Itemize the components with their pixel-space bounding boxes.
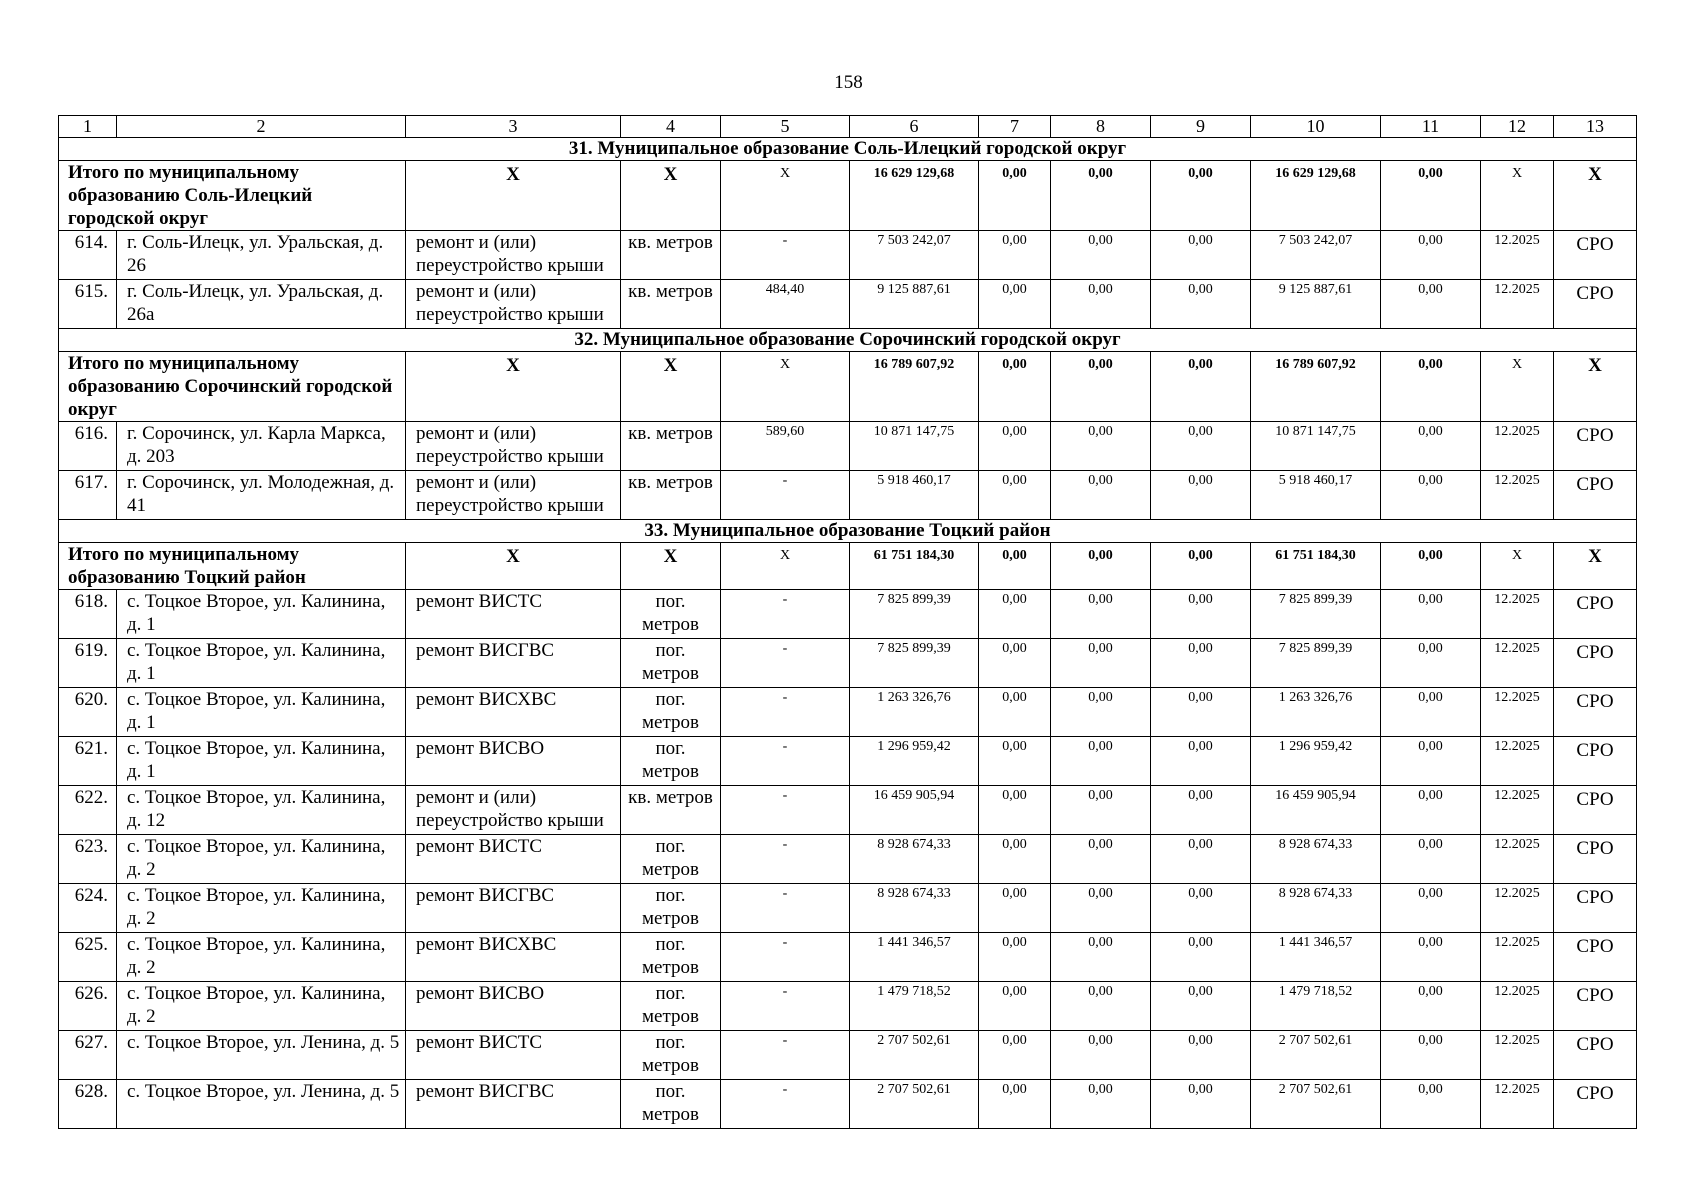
fund-7: 0,00 xyxy=(979,835,1051,884)
total-fund-9: 0,00 xyxy=(1151,543,1251,590)
building-address: г. Соль-Илецк, ул. Уральская, д. 26 xyxy=(117,231,406,280)
work-volume: - xyxy=(721,884,850,933)
page-number: 158 xyxy=(834,72,863,93)
work-type: ремонт и (или) переустройство крыши xyxy=(406,231,621,280)
total-label: Итого по муниципальному образованию Соль-Илецкий городской округ xyxy=(59,161,406,231)
column-number: 2 xyxy=(117,116,406,138)
fund-7: 0,00 xyxy=(979,1080,1051,1129)
operator: СРО xyxy=(1554,982,1637,1031)
total-operator: Х xyxy=(1554,543,1637,590)
operator: СРО xyxy=(1554,933,1637,982)
completion-date: 12.2025 xyxy=(1481,884,1554,933)
total-cost: 7 825 899,39 xyxy=(850,590,979,639)
row-number: 628. xyxy=(59,1080,117,1129)
fund-7: 0,00 xyxy=(979,884,1051,933)
table-row xyxy=(59,422,1637,471)
unit-of-measure: пог. метров xyxy=(621,590,721,639)
unit-of-measure: пог. метров xyxy=(621,639,721,688)
fund-8: 0,00 xyxy=(1051,835,1151,884)
fund-9: 0,00 xyxy=(1151,786,1251,835)
work-type: ремонт и (или) переустройство крыши xyxy=(406,422,621,471)
work-volume: - xyxy=(721,231,850,280)
building-address: с. Тоцкое Второе, ул. Калинина, д. 1 xyxy=(117,737,406,786)
work-type: ремонт и (или) переустройство крыши xyxy=(406,471,621,520)
fund-9: 0,00 xyxy=(1151,639,1251,688)
total-cost: 9 125 887,61 xyxy=(850,280,979,329)
fund-11: 0,00 xyxy=(1381,590,1481,639)
operator: СРО xyxy=(1554,471,1637,520)
work-type: ремонт ВИСТС xyxy=(406,1031,621,1080)
operator: СРО xyxy=(1554,786,1637,835)
total-deadline: Х xyxy=(1481,161,1554,231)
total-cost: 7 503 242,07 xyxy=(850,231,979,280)
unit-of-measure: пог. метров xyxy=(621,688,721,737)
fund-9: 0,00 xyxy=(1151,590,1251,639)
unit-of-measure: кв. метров xyxy=(621,422,721,471)
fund-8: 0,00 xyxy=(1051,933,1151,982)
unit-of-measure: пог. метров xyxy=(621,1080,721,1129)
total-volume: Х xyxy=(721,352,850,422)
table-row xyxy=(59,982,1637,1031)
total-fund-7: 0,00 xyxy=(979,352,1051,422)
total-unit: Х xyxy=(621,352,721,422)
fund-8: 0,00 xyxy=(1051,639,1151,688)
fund-11: 0,00 xyxy=(1381,884,1481,933)
fund-10: 7 825 899,39 xyxy=(1251,590,1381,639)
operator: СРО xyxy=(1554,422,1637,471)
total-fund-8: 0,00 xyxy=(1051,543,1151,590)
unit-of-measure: кв. метров xyxy=(621,280,721,329)
total-fund-7: 0,00 xyxy=(979,543,1051,590)
unit-of-measure: пог. метров xyxy=(621,982,721,1031)
completion-date: 12.2025 xyxy=(1481,835,1554,884)
building-address: с. Тоцкое Второе, ул. Калинина, д. 1 xyxy=(117,590,406,639)
fund-10: 8 928 674,33 xyxy=(1251,835,1381,884)
fund-7: 0,00 xyxy=(979,639,1051,688)
building-address: с. Тоцкое Второе, ул. Ленина, д. 5 xyxy=(117,1080,406,1129)
work-volume: 589,60 xyxy=(721,422,850,471)
unit-of-measure: пог. метров xyxy=(621,835,721,884)
fund-7: 0,00 xyxy=(979,590,1051,639)
section-title: 33. Муниципальное образование Тоцкий район xyxy=(59,520,1637,543)
completion-date: 12.2025 xyxy=(1481,231,1554,280)
building-address: с. Тоцкое Второе, ул. Ленина, д. 5 xyxy=(117,1031,406,1080)
column-number: 7 xyxy=(979,116,1051,138)
table-row xyxy=(59,590,1637,639)
fund-8: 0,00 xyxy=(1051,786,1151,835)
fund-11: 0,00 xyxy=(1381,688,1481,737)
total-fund-11: 0,00 xyxy=(1381,352,1481,422)
table-row xyxy=(59,639,1637,688)
fund-10: 7 503 242,07 xyxy=(1251,231,1381,280)
total-fund-7: 0,00 xyxy=(979,161,1051,231)
total-fund-11: 0,00 xyxy=(1381,161,1481,231)
table-row xyxy=(59,471,1637,520)
fund-7: 0,00 xyxy=(979,688,1051,737)
work-volume: 484,40 xyxy=(721,280,850,329)
table-row xyxy=(59,280,1637,329)
building-address: с. Тоцкое Второе, ул. Калинина, д. 1 xyxy=(117,688,406,737)
fund-9: 0,00 xyxy=(1151,933,1251,982)
building-address: с. Тоцкое Второе, ул. Калинина, д. 2 xyxy=(117,884,406,933)
column-number: 6 xyxy=(850,116,979,138)
fund-8: 0,00 xyxy=(1051,737,1151,786)
fund-8: 0,00 xyxy=(1051,884,1151,933)
section-total-row xyxy=(59,543,1637,590)
column-number: 11 xyxy=(1381,116,1481,138)
fund-9: 0,00 xyxy=(1151,1031,1251,1080)
total-cost: 1 441 346,57 xyxy=(850,933,979,982)
fund-8: 0,00 xyxy=(1051,1031,1151,1080)
fund-8: 0,00 xyxy=(1051,982,1151,1031)
building-address: г. Соль-Илецк, ул. Уральская, д. 26а xyxy=(117,280,406,329)
total-label: Итого по муниципальному образованию Сорочинский городской округ xyxy=(59,352,406,422)
work-type: ремонт ВИСГВС xyxy=(406,1080,621,1129)
building-address: с. Тоцкое Второе, ул. Калинина, д. 2 xyxy=(117,835,406,884)
fund-10: 1 441 346,57 xyxy=(1251,933,1381,982)
fund-8: 0,00 xyxy=(1051,231,1151,280)
completion-date: 12.2025 xyxy=(1481,786,1554,835)
fund-7: 0,00 xyxy=(979,471,1051,520)
operator: СРО xyxy=(1554,639,1637,688)
total-work-type: Х xyxy=(406,161,621,231)
fund-7: 0,00 xyxy=(979,786,1051,835)
completion-date: 12.2025 xyxy=(1481,688,1554,737)
fund-11: 0,00 xyxy=(1381,1031,1481,1080)
fund-10: 2 707 502,61 xyxy=(1251,1031,1381,1080)
row-number: 616. xyxy=(59,422,117,471)
row-number: 621. xyxy=(59,737,117,786)
total-cost: 10 871 147,75 xyxy=(850,422,979,471)
total-label: Итого по муниципальному образованию Тоцкий район xyxy=(59,543,406,590)
work-volume: - xyxy=(721,471,850,520)
unit-of-measure: кв. метров xyxy=(621,786,721,835)
total-fund-11: 0,00 xyxy=(1381,543,1481,590)
row-number: 615. xyxy=(59,280,117,329)
total-cost: 8 928 674,33 xyxy=(850,884,979,933)
work-volume: - xyxy=(721,639,850,688)
work-volume: - xyxy=(721,688,850,737)
section-heading-row xyxy=(59,520,1637,543)
total-fund-10: 61 751 184,30 xyxy=(1251,543,1381,590)
row-number: 625. xyxy=(59,933,117,982)
total-fund-8: 0,00 xyxy=(1051,161,1151,231)
fund-9: 0,00 xyxy=(1151,231,1251,280)
fund-8: 0,00 xyxy=(1051,422,1151,471)
column-number-row xyxy=(59,116,1637,138)
row-number: 619. xyxy=(59,639,117,688)
fund-8: 0,00 xyxy=(1051,590,1151,639)
total-volume: Х xyxy=(721,161,850,231)
completion-date: 12.2025 xyxy=(1481,422,1554,471)
fund-9: 0,00 xyxy=(1151,1080,1251,1129)
operator: СРО xyxy=(1554,590,1637,639)
fund-8: 0,00 xyxy=(1051,688,1151,737)
fund-8: 0,00 xyxy=(1051,471,1151,520)
work-volume: - xyxy=(721,835,850,884)
section-heading-row xyxy=(59,329,1637,352)
work-type: ремонт ВИСГВС xyxy=(406,639,621,688)
total-fund-9: 0,00 xyxy=(1151,352,1251,422)
operator: СРО xyxy=(1554,737,1637,786)
section-title: 32. Муниципальное образование Сорочинский городской округ xyxy=(59,329,1637,352)
fund-10: 8 928 674,33 xyxy=(1251,884,1381,933)
operator: СРО xyxy=(1554,884,1637,933)
work-volume: - xyxy=(721,786,850,835)
work-type: ремонт ВИСХВС xyxy=(406,688,621,737)
fund-11: 0,00 xyxy=(1381,639,1481,688)
total-cost: 7 825 899,39 xyxy=(850,639,979,688)
completion-date: 12.2025 xyxy=(1481,737,1554,786)
fund-7: 0,00 xyxy=(979,982,1051,1031)
section-total-row xyxy=(59,161,1637,231)
operator: СРО xyxy=(1554,835,1637,884)
table-row xyxy=(59,884,1637,933)
fund-10: 1 296 959,42 xyxy=(1251,737,1381,786)
column-number: 9 xyxy=(1151,116,1251,138)
section-heading-row xyxy=(59,138,1637,161)
fund-7: 0,00 xyxy=(979,737,1051,786)
row-number: 626. xyxy=(59,982,117,1031)
work-volume: - xyxy=(721,1080,850,1129)
total-deadline: Х xyxy=(1481,352,1554,422)
work-volume: - xyxy=(721,1031,850,1080)
total-cost: 1 479 718,52 xyxy=(850,982,979,1031)
total-fund-10: 16 789 607,92 xyxy=(1251,352,1381,422)
section-title: 31. Муниципальное образование Соль-Илецкий городской округ xyxy=(59,138,1637,161)
fund-9: 0,00 xyxy=(1151,471,1251,520)
fund-10: 9 125 887,61 xyxy=(1251,280,1381,329)
row-number: 622. xyxy=(59,786,117,835)
fund-11: 0,00 xyxy=(1381,835,1481,884)
fund-10: 16 459 905,94 xyxy=(1251,786,1381,835)
building-address: г. Сорочинск, ул. Карла Маркса, д. 203 xyxy=(117,422,406,471)
section-total-row xyxy=(59,352,1637,422)
fund-11: 0,00 xyxy=(1381,786,1481,835)
table-row xyxy=(59,1080,1637,1129)
column-number: 8 xyxy=(1051,116,1151,138)
operator: СРО xyxy=(1554,1080,1637,1129)
fund-9: 0,00 xyxy=(1151,884,1251,933)
fund-10: 1 479 718,52 xyxy=(1251,982,1381,1031)
work-type: ремонт ВИСХВС xyxy=(406,933,621,982)
table-row xyxy=(59,688,1637,737)
column-number: 12 xyxy=(1481,116,1554,138)
operator: СРО xyxy=(1554,1031,1637,1080)
total-operator: Х xyxy=(1554,161,1637,231)
building-address: с. Тоцкое Второе, ул. Калинина, д. 12 xyxy=(117,786,406,835)
total-fund-9: 0,00 xyxy=(1151,161,1251,231)
work-volume: - xyxy=(721,590,850,639)
total-deadline: Х xyxy=(1481,543,1554,590)
fund-10: 7 825 899,39 xyxy=(1251,639,1381,688)
fund-7: 0,00 xyxy=(979,422,1051,471)
fund-11: 0,00 xyxy=(1381,280,1481,329)
fund-10: 10 871 147,75 xyxy=(1251,422,1381,471)
total-cost: 2 707 502,61 xyxy=(850,1031,979,1080)
fund-10: 5 918 460,17 xyxy=(1251,471,1381,520)
fund-11: 0,00 xyxy=(1381,737,1481,786)
total-cost: 2 707 502,61 xyxy=(850,1080,979,1129)
column-number: 5 xyxy=(721,116,850,138)
fund-11: 0,00 xyxy=(1381,422,1481,471)
fund-11: 0,00 xyxy=(1381,982,1481,1031)
total-unit: Х xyxy=(621,161,721,231)
total-cost: 5 918 460,17 xyxy=(850,471,979,520)
fund-9: 0,00 xyxy=(1151,835,1251,884)
column-number: 3 xyxy=(406,116,621,138)
total-fund-10: 16 629 129,68 xyxy=(1251,161,1381,231)
operator: СРО xyxy=(1554,280,1637,329)
row-number: 618. xyxy=(59,590,117,639)
work-type: ремонт ВИСВО xyxy=(406,737,621,786)
row-number: 617. xyxy=(59,471,117,520)
unit-of-measure: пог. метров xyxy=(621,1031,721,1080)
fund-7: 0,00 xyxy=(979,1031,1051,1080)
total-work-type: Х xyxy=(406,352,621,422)
completion-date: 12.2025 xyxy=(1481,471,1554,520)
total-cost: 16 789 607,92 xyxy=(850,352,979,422)
completion-date: 12.2025 xyxy=(1481,280,1554,329)
fund-8: 0,00 xyxy=(1051,1080,1151,1129)
fund-9: 0,00 xyxy=(1151,688,1251,737)
row-number: 624. xyxy=(59,884,117,933)
capital-repair-table xyxy=(58,115,1637,1129)
table-row xyxy=(59,1031,1637,1080)
row-number: 627. xyxy=(59,1031,117,1080)
operator: СРО xyxy=(1554,231,1637,280)
column-number: 13 xyxy=(1554,116,1637,138)
fund-9: 0,00 xyxy=(1151,737,1251,786)
completion-date: 12.2025 xyxy=(1481,1080,1554,1129)
work-type: ремонт ВИСТС xyxy=(406,590,621,639)
unit-of-measure: кв. метров xyxy=(621,231,721,280)
total-cost: 61 751 184,30 xyxy=(850,543,979,590)
fund-11: 0,00 xyxy=(1381,933,1481,982)
table-row xyxy=(59,933,1637,982)
fund-7: 0,00 xyxy=(979,933,1051,982)
fund-11: 0,00 xyxy=(1381,471,1481,520)
table-row xyxy=(59,231,1637,280)
table-row xyxy=(59,786,1637,835)
fund-7: 0,00 xyxy=(979,231,1051,280)
completion-date: 12.2025 xyxy=(1481,639,1554,688)
fund-8: 0,00 xyxy=(1051,280,1151,329)
work-type: ремонт и (или) переустройство крыши xyxy=(406,280,621,329)
work-volume: - xyxy=(721,737,850,786)
work-type: ремонт ВИСГВС xyxy=(406,884,621,933)
total-cost: 1 263 326,76 xyxy=(850,688,979,737)
total-fund-8: 0,00 xyxy=(1051,352,1151,422)
total-operator: Х xyxy=(1554,352,1637,422)
total-cost: 16 459 905,94 xyxy=(850,786,979,835)
building-address: г. Сорочинск, ул. Молодежная, д. 41 xyxy=(117,471,406,520)
unit-of-measure: кв. метров xyxy=(621,471,721,520)
total-volume: Х xyxy=(721,543,850,590)
fund-10: 1 263 326,76 xyxy=(1251,688,1381,737)
fund-9: 0,00 xyxy=(1151,982,1251,1031)
completion-date: 12.2025 xyxy=(1481,933,1554,982)
operator: СРО xyxy=(1554,688,1637,737)
building-address: с. Тоцкое Второе, ул. Калинина, д. 2 xyxy=(117,933,406,982)
total-unit: Х xyxy=(621,543,721,590)
work-type: ремонт ВИСВО xyxy=(406,982,621,1031)
fund-9: 0,00 xyxy=(1151,422,1251,471)
column-number: 10 xyxy=(1251,116,1381,138)
work-type: ремонт и (или) переустройство крыши xyxy=(406,786,621,835)
completion-date: 12.2025 xyxy=(1481,982,1554,1031)
total-cost: 8 928 674,33 xyxy=(850,835,979,884)
fund-11: 0,00 xyxy=(1381,1080,1481,1129)
work-volume: - xyxy=(721,982,850,1031)
unit-of-measure: пог. метров xyxy=(621,884,721,933)
building-address: с. Тоцкое Второе, ул. Калинина, д. 2 xyxy=(117,982,406,1031)
table-body xyxy=(59,116,1637,1129)
completion-date: 12.2025 xyxy=(1481,590,1554,639)
fund-10: 2 707 502,61 xyxy=(1251,1080,1381,1129)
total-work-type: Х xyxy=(406,543,621,590)
work-type: ремонт ВИСТС xyxy=(406,835,621,884)
column-number: 4 xyxy=(621,116,721,138)
table-row xyxy=(59,737,1637,786)
total-cost: 1 296 959,42 xyxy=(850,737,979,786)
unit-of-measure: пог. метров xyxy=(621,737,721,786)
building-address: с. Тоцкое Второе, ул. Калинина, д. 1 xyxy=(117,639,406,688)
unit-of-measure: пог. метров xyxy=(621,933,721,982)
column-number: 1 xyxy=(59,116,117,138)
fund-11: 0,00 xyxy=(1381,231,1481,280)
work-volume: - xyxy=(721,933,850,982)
table-row xyxy=(59,835,1637,884)
row-number: 620. xyxy=(59,688,117,737)
fund-7: 0,00 xyxy=(979,280,1051,329)
total-cost: 16 629 129,68 xyxy=(850,161,979,231)
fund-9: 0,00 xyxy=(1151,280,1251,329)
row-number: 623. xyxy=(59,835,117,884)
row-number: 614. xyxy=(59,231,117,280)
completion-date: 12.2025 xyxy=(1481,1031,1554,1080)
